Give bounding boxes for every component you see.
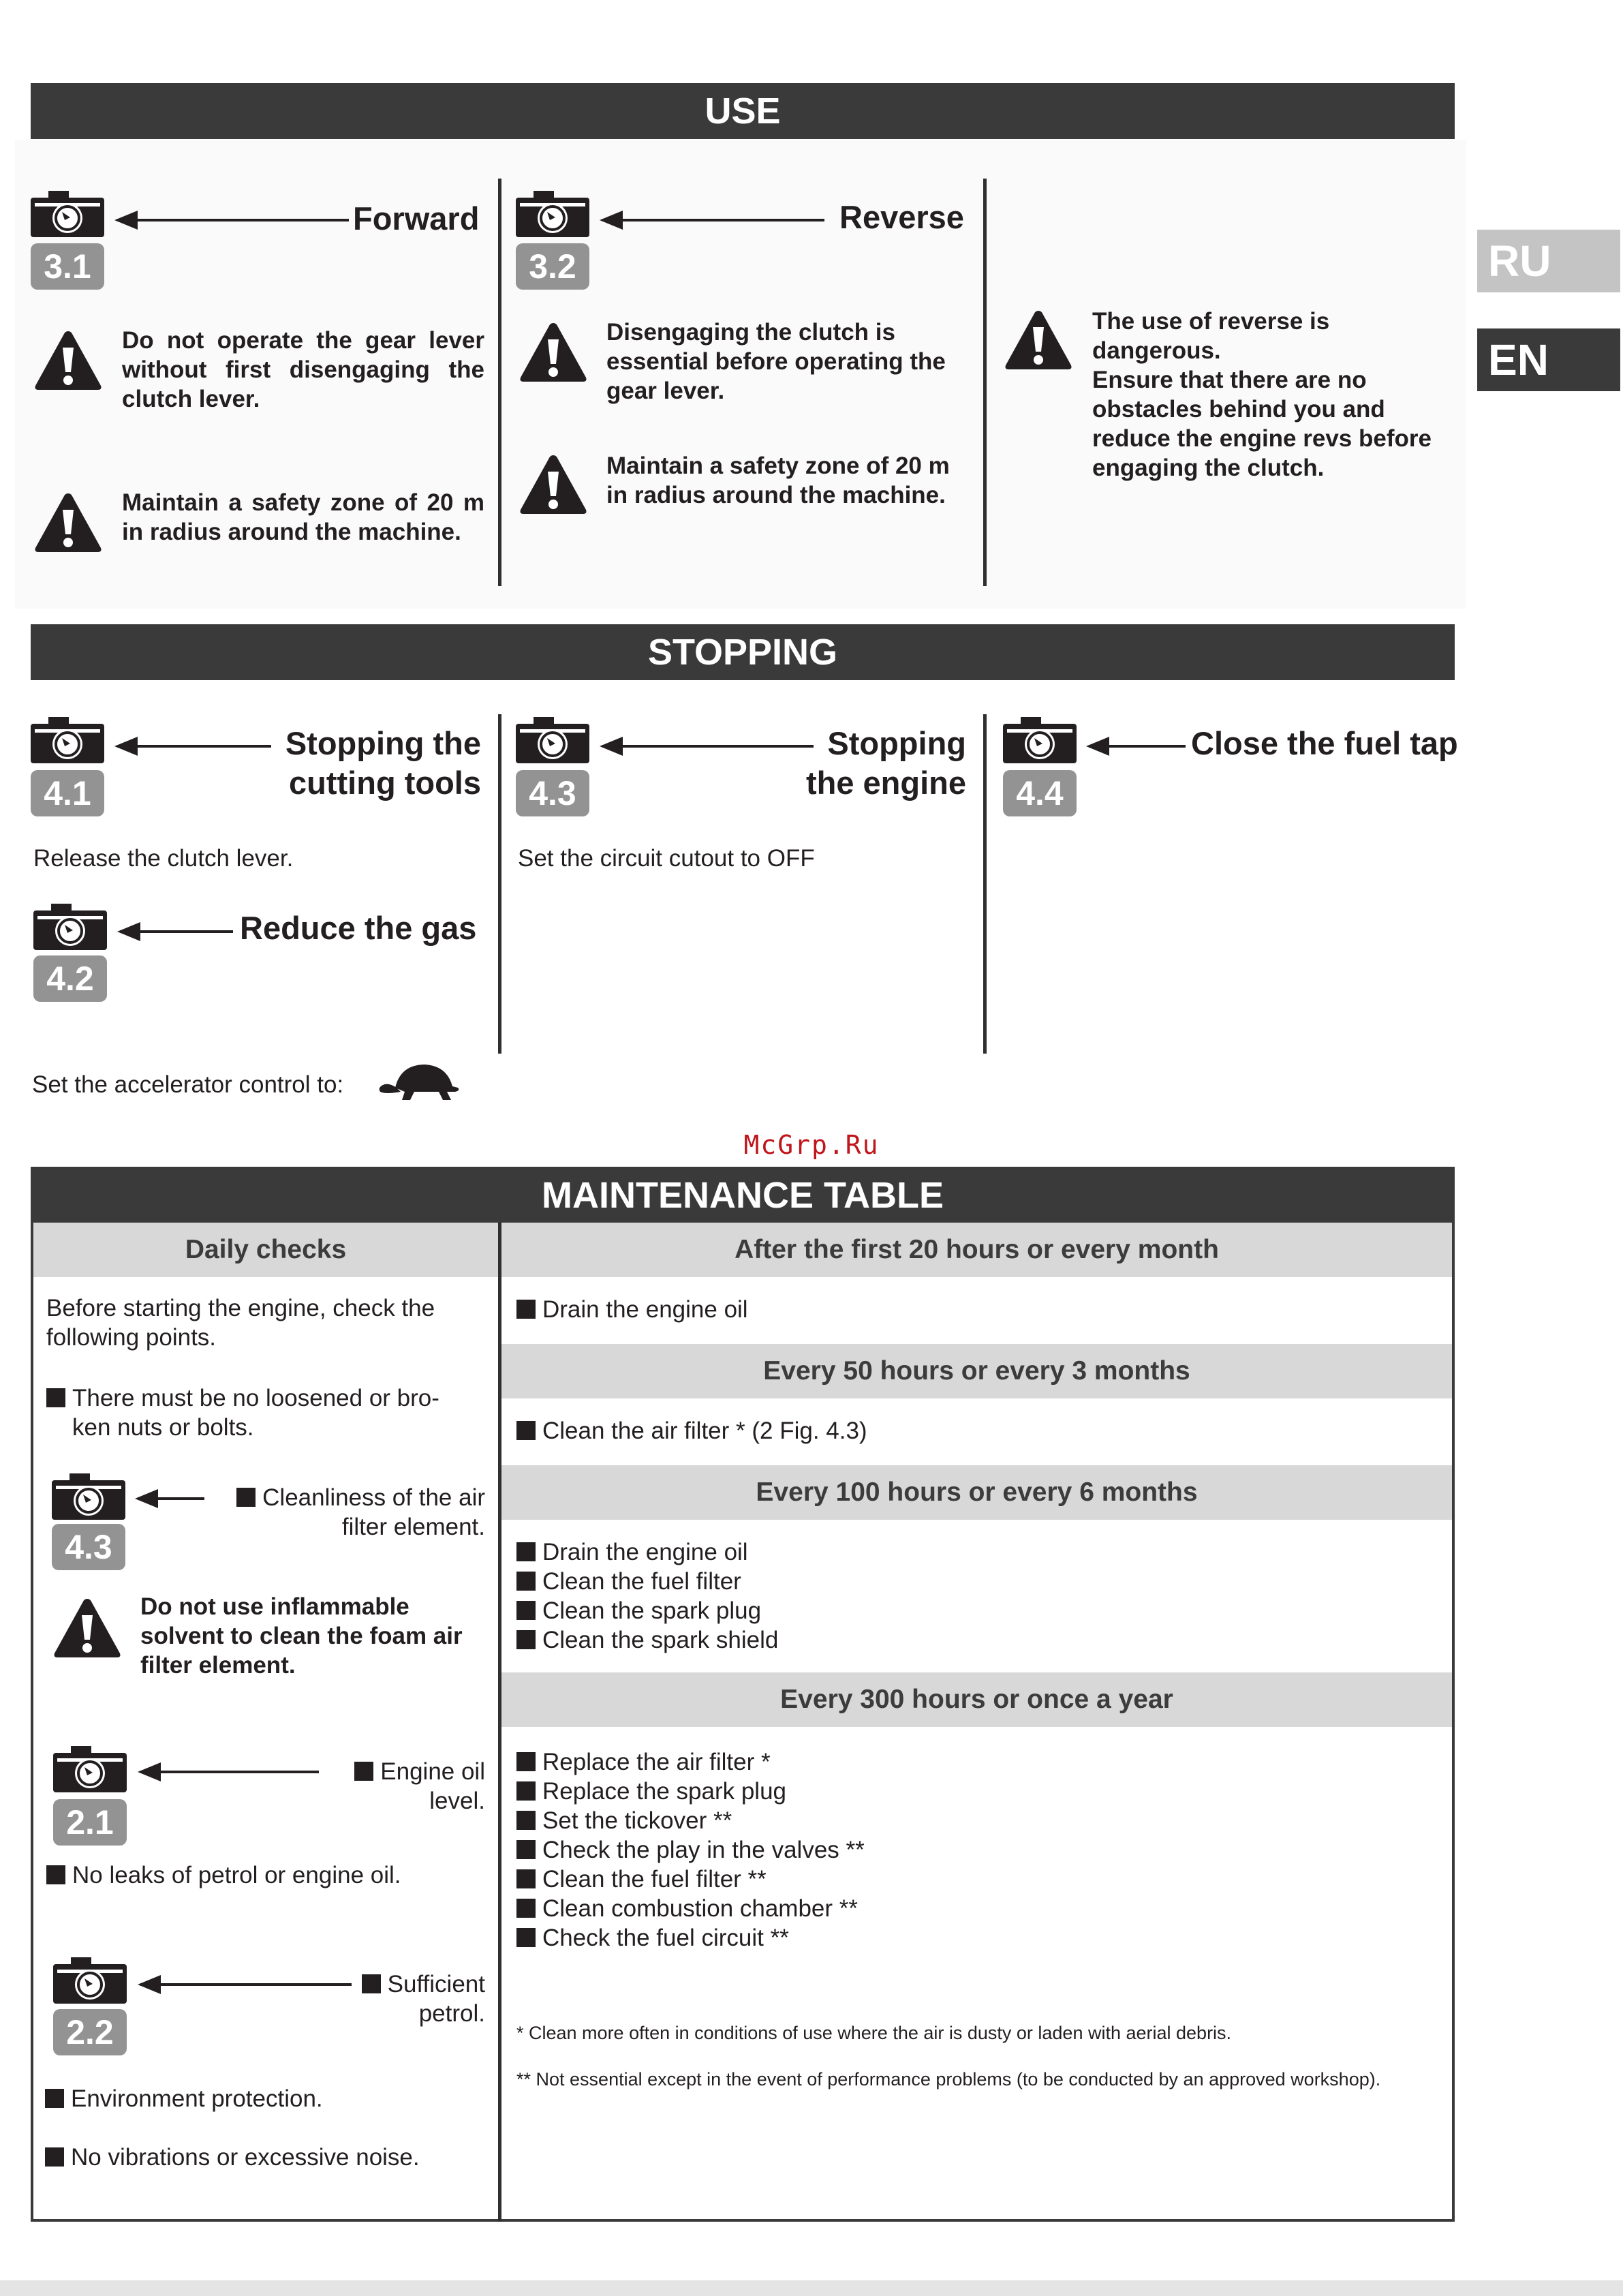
item-text: Clean the fuel filter — [542, 1568, 741, 1595]
column-divider — [498, 179, 501, 586]
left-arrow-icon — [120, 930, 233, 933]
bullet-square-icon — [516, 1300, 536, 1319]
left-arrow-icon — [140, 1983, 352, 1986]
item-text: Clean combustion chamber ** — [542, 1895, 859, 1922]
camera-icon — [52, 1473, 125, 1520]
lang-tab-ru[interactable]: RU — [1477, 230, 1620, 292]
item-text: Check the fuel circuit ** — [542, 1925, 789, 1951]
list-item — [516, 1596, 778, 1625]
left-arrow-icon — [602, 745, 814, 748]
item-text: Set the tickover ** — [542, 1807, 732, 1834]
item-text: No vibrations or excessive noise. — [71, 2144, 420, 2171]
warning-line: Ensure that there are no obstacles behind you and reduce the engine revs before engaging the clutch. — [1092, 367, 1432, 481]
heading-line: cutting tools — [289, 765, 481, 801]
warning-text: Disengaging the clutch is essential before operating the gear lever. — [606, 319, 946, 404]
camera-icon — [53, 1957, 127, 2004]
list-item — [516, 1295, 748, 1324]
forward-heading: Forward — [353, 200, 480, 236]
lang-tab-en[interactable]: EN — [1477, 328, 1620, 391]
daily-check-item — [45, 2084, 488, 2113]
bullet-square-icon — [516, 1811, 536, 1830]
daily-check-item — [45, 2143, 488, 2172]
item-text: Clean the fuel filter ** — [542, 1866, 767, 1893]
period-header: Every 100 hours or every 6 months — [501, 1465, 1452, 1520]
item-text: There must be no loosened or bro- — [72, 1385, 439, 1411]
tortoise-icon — [376, 1060, 463, 1104]
bullet-square-icon — [516, 1752, 536, 1771]
list-item — [516, 1625, 778, 1655]
reduce-gas-heading: Reduce the gas — [240, 910, 477, 946]
camera-icon — [516, 191, 589, 237]
camera-icon — [33, 904, 107, 950]
bullet-square-icon — [516, 1781, 536, 1801]
figure-number-badge: 2.1 — [53, 1799, 127, 1846]
maintenance-table-title: MAINTENANCE TABLE — [31, 1167, 1455, 1223]
list-item — [516, 1567, 778, 1596]
bullet-square-icon — [516, 1542, 536, 1561]
bullet-square-icon — [516, 1869, 536, 1888]
bullet-square-icon — [354, 1762, 373, 1781]
left-arrow-icon — [140, 1771, 319, 1773]
bullet-square-icon — [45, 2089, 64, 2108]
period-items-list — [516, 1747, 865, 1953]
reverse-warning-text — [1092, 307, 1460, 483]
list-item — [516, 1806, 865, 1835]
figure-number-badge: 4.1 — [31, 770, 104, 816]
warning-text: Maintain a safety zone of 20 m in radius around the machine. — [606, 453, 950, 508]
heading-line: Stopping the — [285, 725, 481, 761]
figure-number-badge: 2.2 — [53, 2009, 127, 2055]
item-text: filter element. — [341, 1514, 485, 1540]
list-item — [516, 1777, 865, 1806]
list-item — [516, 1835, 865, 1865]
use-section-title: USE — [31, 83, 1455, 139]
footnote: ** Not essential except in the event of performance problems (to be conducted by an approved workshop). — [516, 2069, 1381, 2090]
item-text: Replace the air filter * — [542, 1749, 771, 1775]
instruction-text: Release the clutch lever. — [33, 845, 294, 872]
watermark-text: McGrp.Ru — [743, 1130, 880, 1160]
figure-number-badge: 3.2 — [516, 243, 589, 290]
camera-icon — [53, 1746, 127, 1792]
instruction-text: Set the accelerator control to: — [32, 1071, 344, 1098]
stopping-section-title: STOPPING — [31, 624, 1455, 680]
close-fuel-tap-heading: Close the fuel tap — [1191, 725, 1458, 761]
left-arrow-icon — [138, 1497, 204, 1500]
item-text: Engine oil — [380, 1758, 485, 1785]
bullet-square-icon — [46, 1865, 65, 1884]
item-text: Drain the engine oil — [542, 1539, 748, 1565]
left-arrow-icon — [1089, 745, 1186, 748]
item-text: Cleanliness of the air — [262, 1484, 485, 1511]
list-item — [516, 1865, 865, 1894]
list-item — [516, 1747, 865, 1777]
period-items-list — [516, 1295, 748, 1324]
bullet-square-icon — [516, 1601, 536, 1620]
daily-intro-text: Before starting the engine, check the following points. — [46, 1295, 435, 1351]
bullet-square-icon — [516, 1928, 536, 1947]
item-text: No leaks of petrol or engine oil. — [72, 1862, 401, 1888]
daily-warning-text: Do not use inflammable solvent to clean the foam air filter element. — [140, 1593, 463, 1679]
bullet-square-icon — [516, 1630, 536, 1649]
item-text: Drain the engine oil — [542, 1296, 748, 1323]
left-arrow-icon — [117, 745, 271, 748]
camera-icon — [31, 717, 104, 763]
item-text: Sufficient — [387, 1971, 485, 1997]
item-text: ken nuts or bolts. — [72, 1414, 254, 1441]
bullet-square-icon — [516, 1840, 536, 1859]
period-header: Every 50 hours or every 3 months — [501, 1344, 1452, 1398]
warning-icon — [33, 328, 104, 393]
bullet-square-icon — [236, 1488, 256, 1507]
daily-check-item — [320, 1757, 485, 1816]
item-text: Check the play in the valves ** — [542, 1837, 865, 1863]
daily-checks-header: Daily checks — [33, 1223, 498, 1277]
warning-icon — [52, 1596, 123, 1660]
figure-number-badge: 4.3 — [516, 770, 589, 816]
item-text: Clean the spark plug — [542, 1597, 762, 1624]
bullet-square-icon — [516, 1421, 536, 1440]
item-text: Replace the spark plug — [542, 1778, 786, 1805]
warning-text: Maintain a safety zone of 20 m in radius around the machine. — [122, 489, 484, 545]
warning-line: The use of reverse is dangerous. — [1092, 308, 1330, 364]
left-arrow-icon — [117, 219, 349, 221]
bullet-square-icon — [45, 2147, 64, 2167]
warning-text: Do not operate the gear lever without first disengaging the clutch lever. — [122, 327, 484, 412]
stopping-cutting-tools-heading — [273, 724, 481, 803]
camera-icon — [1003, 717, 1077, 763]
page-bottom-rule — [0, 2280, 1623, 2296]
figure-number-badge: 3.1 — [31, 243, 104, 290]
warning-icon — [1003, 308, 1074, 372]
left-arrow-icon — [602, 219, 824, 221]
item-text: Environment protection. — [71, 2085, 323, 2112]
list-item — [516, 1923, 865, 1953]
period-items-list — [516, 1537, 778, 1655]
daily-check-item — [341, 1970, 485, 2028]
bullet-square-icon — [516, 1572, 536, 1591]
heading-line: Stopping — [827, 725, 966, 761]
list-item — [516, 1416, 867, 1445]
item-text: Clean the spark shield — [542, 1627, 779, 1653]
bullet-square-icon — [362, 1974, 381, 1993]
column-divider — [498, 714, 501, 1054]
daily-check-item — [46, 1383, 489, 1442]
figure-number-badge: 4.3 — [52, 1524, 125, 1570]
column-divider — [983, 714, 987, 1054]
list-item — [516, 1894, 865, 1923]
item-text: level. — [429, 1788, 485, 1814]
camera-icon — [516, 717, 589, 763]
figure-number-badge: 4.2 — [33, 955, 107, 1002]
instruction-text: Set the circuit cutout to OFF — [518, 845, 815, 872]
stopping-engine-heading — [790, 724, 966, 803]
figure-number-badge: 4.4 — [1003, 770, 1077, 816]
period-items-list — [516, 1416, 867, 1445]
bullet-square-icon — [46, 1388, 65, 1407]
list-item — [516, 1537, 778, 1567]
warning-icon — [33, 491, 104, 555]
period-header: After the first 20 hours or every month — [501, 1223, 1452, 1277]
daily-check-item — [46, 1861, 489, 1890]
item-text: petrol. — [418, 2000, 485, 2027]
daily-check-item — [218, 1483, 485, 1542]
reverse-heading: Reverse — [839, 199, 964, 235]
footnote: * Clean more often in conditions of use where the air is dusty or laden with aerial debris. — [516, 2023, 1232, 2043]
bullet-square-icon — [516, 1899, 536, 1918]
column-divider — [983, 179, 987, 586]
warning-icon — [518, 453, 589, 517]
item-text: Clean the air filter * (2 Fig. 4.3) — [542, 1418, 867, 1444]
camera-icon — [31, 191, 104, 237]
heading-line: the engine — [805, 765, 966, 801]
period-header: Every 300 hours or once a year — [501, 1672, 1452, 1727]
warning-icon — [518, 320, 589, 384]
